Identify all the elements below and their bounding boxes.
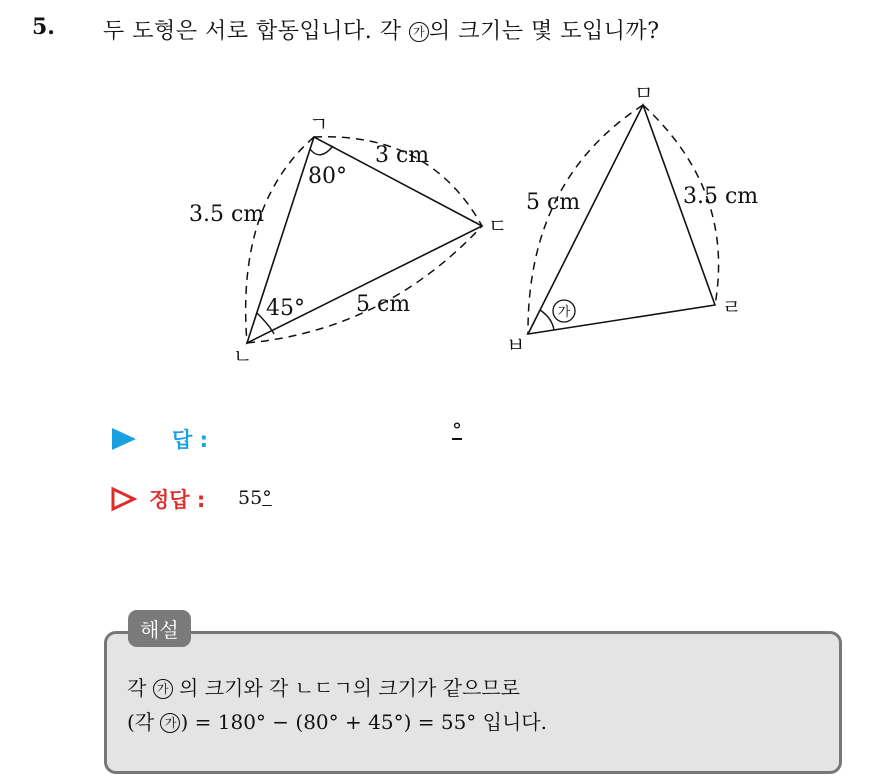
expl-line1-before: 각 bbox=[127, 676, 147, 700]
vertex-label-bieup: ㅂ bbox=[506, 333, 526, 357]
vertex-label-giyeok: ㄱ bbox=[309, 112, 329, 136]
play-triangle-icon bbox=[112, 428, 136, 450]
correct-answer-number: 55 bbox=[238, 487, 263, 509]
side-label-3-5cm-left: 3.5 cm bbox=[189, 202, 265, 227]
vertex-label-digeut: ㄷ bbox=[488, 214, 508, 238]
expl-angle-ga-symbol-1: 가 bbox=[153, 679, 173, 699]
question-text-after: 의 크기는 몇 도입니까? bbox=[429, 19, 660, 44]
side-label-3cm: 3 cm bbox=[375, 143, 430, 168]
angle-mark-top bbox=[310, 146, 333, 155]
explanation-box bbox=[104, 631, 842, 774]
answer-unit: ° bbox=[452, 418, 462, 442]
correct-answer-label: 정답 : bbox=[149, 488, 206, 512]
left-triangle-labels bbox=[189, 112, 507, 368]
question-text-before: 두 도형은 서로 합동입니다. 각 bbox=[103, 19, 402, 44]
angle-ga-text: 가 bbox=[557, 305, 571, 320]
right-triangle-labels bbox=[506, 81, 758, 357]
correct-answer-unit: ° bbox=[262, 487, 272, 509]
side-label-5cm-right-tri: 5 cm bbox=[526, 190, 581, 215]
angle-label-45: 45° bbox=[266, 296, 305, 321]
vertex-label-mieum: ㅁ bbox=[634, 81, 654, 105]
question-number: 5. bbox=[32, 14, 55, 40]
answer-label: 답 : bbox=[172, 428, 208, 452]
angle-ga-symbol: 가 bbox=[409, 22, 429, 42]
explanation-line-1 bbox=[127, 672, 520, 701]
side-label-5cm-bottom: 5 cm bbox=[356, 292, 411, 317]
expl-line2-after: ) = 180° − (80° + 45°) = 55° 입니다. bbox=[180, 710, 547, 734]
expl-line1-after: 의 크기와 각 ㄴㄷㄱ의 크기가 같으므로 bbox=[179, 676, 520, 700]
vertex-label-nieun: ㄴ bbox=[233, 344, 253, 368]
right-triangle bbox=[528, 105, 719, 334]
outline-triangle-icon bbox=[110, 486, 138, 512]
correct-answer-value bbox=[238, 487, 272, 509]
explanation-tag: 해설 bbox=[128, 610, 191, 647]
angle-mark-ga bbox=[540, 310, 554, 330]
vertex-label-rieul: ㄹ bbox=[722, 295, 742, 319]
explanation-line-2 bbox=[127, 706, 547, 735]
expl-angle-ga-symbol-2: 가 bbox=[160, 713, 180, 733]
right-triangle-sides bbox=[528, 105, 715, 334]
side-label-3-5cm-right-tri: 3.5 cm bbox=[683, 184, 759, 209]
expl-line2-before: (각 bbox=[127, 710, 155, 734]
angle-label-80: 80° bbox=[308, 164, 347, 189]
